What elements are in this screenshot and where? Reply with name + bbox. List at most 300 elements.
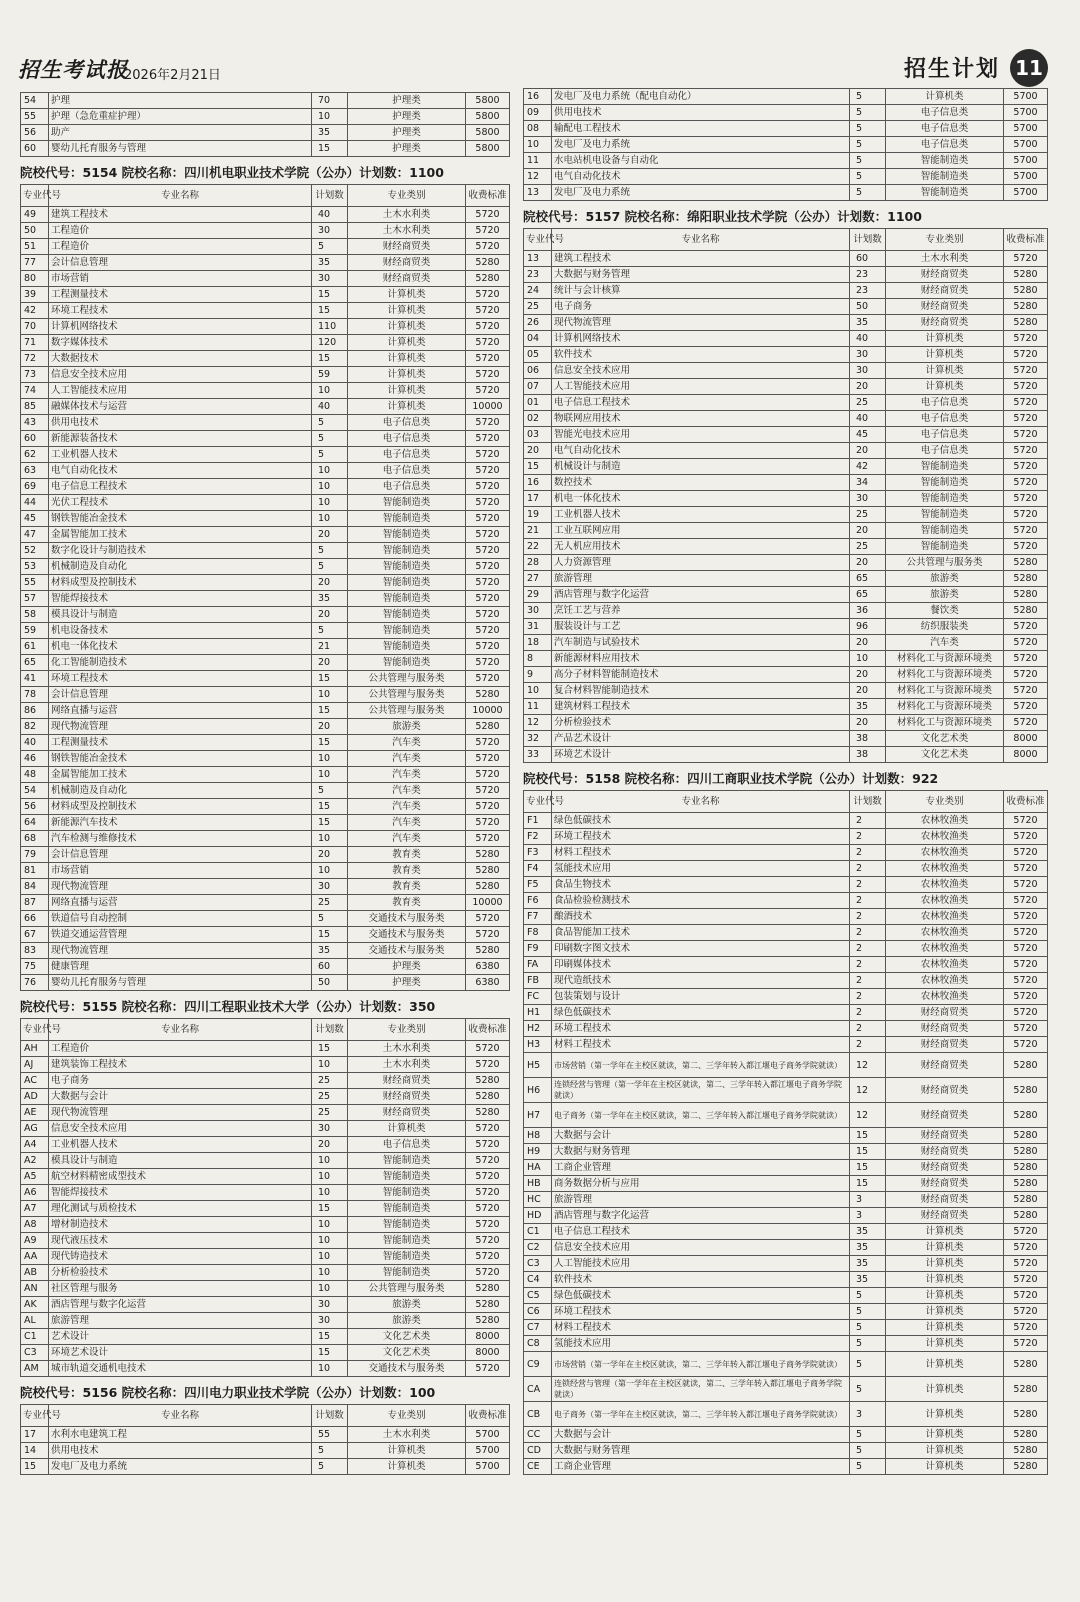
major-name: 高分子材料智能制造技术 (552, 667, 850, 683)
plan-count: 34 (850, 475, 886, 491)
major-code: C1 (524, 1224, 552, 1240)
table-row (21, 351, 510, 367)
major-category: 智能制造类 (348, 511, 466, 527)
table-row (524, 1208, 1048, 1224)
table-header-row (524, 229, 1048, 251)
tuition-fee: 5720 (466, 1153, 510, 1169)
table-row (21, 751, 510, 767)
major-category: 财经商贸类 (348, 255, 466, 271)
plan-count: 2 (850, 845, 886, 861)
major-category: 电子信息类 (886, 443, 1004, 459)
plan-count: 5 (850, 185, 886, 201)
tuition-fee: 5280 (1004, 1103, 1048, 1128)
major-code: 60 (21, 431, 49, 447)
plan-count: 35 (850, 699, 886, 715)
major-code: FB (524, 973, 552, 989)
table-row (21, 943, 510, 959)
major-category: 农林牧渔类 (886, 941, 1004, 957)
table-row (524, 299, 1048, 315)
plan-count: 55 (312, 1427, 348, 1443)
table-row (524, 89, 1048, 105)
plan-count: 65 (850, 587, 886, 603)
plan-count: 10 (312, 767, 348, 783)
tuition-fee: 5720 (466, 671, 510, 687)
table-row (21, 255, 510, 271)
major-name: 汽车制造与试验技术 (552, 635, 850, 651)
header-name: 专业名称 (49, 185, 312, 207)
major-name: 金属智能加工技术 (49, 527, 312, 543)
major-name: 社区管理与服务 (49, 1281, 312, 1297)
table-row (21, 591, 510, 607)
major-category: 智能制造类 (348, 575, 466, 591)
major-category: 智能制造类 (886, 185, 1004, 201)
major-name: 网络直播与运营 (49, 895, 312, 911)
tuition-fee: 5720 (466, 495, 510, 511)
major-code: C2 (524, 1240, 552, 1256)
institution-title-5158: 院校代号：5158 院校名称：四川工商职业技术学院（公办）计划数：922 (523, 771, 939, 786)
plan-count: 35 (850, 1256, 886, 1272)
tuition-fee: 5720 (466, 367, 510, 383)
header-category: 专业类别 (348, 1405, 466, 1427)
table-row (21, 399, 510, 415)
major-name: 烹饪工艺与营养 (552, 603, 850, 619)
plan-count: 60 (850, 251, 886, 267)
major-category: 智能制造类 (886, 523, 1004, 539)
plan-count: 2 (850, 941, 886, 957)
major-code: 54 (21, 783, 49, 799)
table-row (21, 1329, 510, 1345)
table-row (21, 1089, 510, 1105)
major-code: A7 (21, 1201, 49, 1217)
tuition-fee: 5720 (1004, 829, 1048, 845)
major-code: 9 (524, 667, 552, 683)
major-name: 无人机应用技术 (552, 539, 850, 555)
tuition-fee: 5720 (466, 815, 510, 831)
major-name: 连锁经营与管理（第一学年在主校区就读，第二、三学年转入都江堰电子商务学院就读） (552, 1377, 850, 1402)
tuition-fee: 5280 (1004, 1144, 1048, 1160)
plan-count: 20 (312, 719, 348, 735)
major-code: 73 (21, 367, 49, 383)
table-row (21, 655, 510, 671)
major-name: 人工智能技术应用 (49, 383, 312, 399)
major-code: A8 (21, 1217, 49, 1233)
tuition-fee: 5280 (466, 1105, 510, 1121)
tuition-fee: 6380 (466, 975, 510, 991)
major-code: 55 (21, 109, 49, 125)
plan-count: 5 (312, 623, 348, 639)
major-category: 材料化工与资源环境类 (886, 651, 1004, 667)
tuition-fee: 5720 (466, 591, 510, 607)
major-code: 19 (524, 507, 552, 523)
major-category: 财经商贸类 (886, 1053, 1004, 1078)
major-category: 护理类 (348, 125, 466, 141)
major-name: 氢能技术应用 (552, 1336, 850, 1352)
table-row (524, 1128, 1048, 1144)
major-code: 87 (21, 895, 49, 911)
plan-count: 10 (312, 1233, 348, 1249)
major-category: 计算机类 (886, 1272, 1004, 1288)
plan-count: 10 (312, 383, 348, 399)
major-name: 现代造纸技术 (552, 973, 850, 989)
plan-count: 30 (312, 1297, 348, 1313)
major-name: 大数据与会计 (552, 1427, 850, 1443)
major-category: 计算机类 (348, 399, 466, 415)
plan-count: 15 (312, 1345, 348, 1361)
plan-count: 5 (850, 137, 886, 153)
major-name: 分析检验技术 (49, 1265, 312, 1281)
major-category: 财经商贸类 (886, 1208, 1004, 1224)
major-code: 44 (21, 495, 49, 511)
major-category: 财经商贸类 (348, 1073, 466, 1089)
major-name: 会计信息管理 (49, 687, 312, 703)
major-code: 10 (524, 683, 552, 699)
major-category: 智能制造类 (886, 169, 1004, 185)
tuition-fee: 5720 (466, 1217, 510, 1233)
major-name: 印刷媒体技术 (552, 957, 850, 973)
tuition-fee: 5720 (1004, 715, 1048, 731)
major-category: 农林牧渔类 (886, 989, 1004, 1005)
major-category: 农林牧渔类 (886, 861, 1004, 877)
tuition-fee: 5280 (1004, 1352, 1048, 1377)
major-name: 电子商务 (552, 299, 850, 315)
major-category: 计算机类 (886, 1224, 1004, 1240)
tuition-fee: 5720 (466, 911, 510, 927)
table-row (21, 1361, 510, 1377)
table-row (21, 1105, 510, 1121)
major-category: 电子信息类 (348, 431, 466, 447)
table-row (21, 703, 510, 719)
table-row (524, 185, 1048, 201)
major-name: 现代铸造技术 (49, 1249, 312, 1265)
plan-count: 15 (312, 287, 348, 303)
major-code: AG (21, 1121, 49, 1137)
table-row (524, 1192, 1048, 1208)
major-code: 13 (524, 251, 552, 267)
major-category: 土木水利类 (348, 207, 466, 223)
plan-count: 15 (312, 1201, 348, 1217)
plan-count: 20 (850, 555, 886, 571)
table-row (21, 975, 510, 991)
table-row (21, 927, 510, 943)
major-category: 智能制造类 (348, 527, 466, 543)
table-row (524, 667, 1048, 683)
major-name: 大数据与会计 (49, 1089, 312, 1105)
major-code: 28 (524, 555, 552, 571)
table-row (21, 511, 510, 527)
major-code: F3 (524, 845, 552, 861)
table-row (524, 845, 1048, 861)
table-row (524, 587, 1048, 603)
tuition-fee: 10000 (466, 703, 510, 719)
major-category: 旅游类 (886, 587, 1004, 603)
major-name: 数字媒体技术 (49, 335, 312, 351)
page-number-badge: 11 (1010, 49, 1048, 87)
major-code: 09 (524, 105, 552, 121)
tuition-fee: 5720 (466, 383, 510, 399)
major-code: AN (21, 1281, 49, 1297)
major-code: 60 (21, 141, 49, 157)
major-category: 文化艺术类 (348, 1329, 466, 1345)
major-name: 连锁经营与管理（第一学年在主校区就读，第二、三学年转入都江堰电子商务学院就读） (552, 1078, 850, 1103)
tuition-fee: 5720 (466, 1137, 510, 1153)
tuition-fee: 5720 (466, 543, 510, 559)
plan-count: 2 (850, 829, 886, 845)
header-plan: 计划数 (312, 185, 348, 207)
tuition-fee: 5720 (1004, 973, 1048, 989)
plan-count: 5 (312, 911, 348, 927)
plan-count: 59 (312, 367, 348, 383)
table-row (524, 683, 1048, 699)
major-code: 06 (524, 363, 552, 379)
major-category: 计算机类 (886, 1427, 1004, 1443)
plan-count: 2 (850, 973, 886, 989)
major-name: 食品智能加工技术 (552, 925, 850, 941)
major-name: 供用电技术 (49, 1443, 312, 1459)
major-name: 绿色低碳技术 (552, 813, 850, 829)
major-code: 64 (21, 815, 49, 831)
major-name: 软件技术 (552, 347, 850, 363)
major-name: 智能光电技术应用 (552, 427, 850, 443)
major-code: AK (21, 1297, 49, 1313)
plan-count: 30 (850, 363, 886, 379)
major-name: 机械制造及自动化 (49, 783, 312, 799)
major-name: 环境艺术设计 (552, 747, 850, 763)
major-code: 43 (21, 415, 49, 431)
table-row (524, 331, 1048, 347)
major-name: 工程造价 (49, 223, 312, 239)
major-name: 产品艺术设计 (552, 731, 850, 747)
plan-count: 25 (850, 395, 886, 411)
major-category: 计算机类 (348, 383, 466, 399)
major-name: 人力资源管理 (552, 555, 850, 571)
major-name: 绿色低碳技术 (552, 1005, 850, 1021)
major-name: 会计信息管理 (49, 255, 312, 271)
table-row (21, 1265, 510, 1281)
table-row (21, 1041, 510, 1057)
tuition-fee: 5720 (1004, 1288, 1048, 1304)
major-category: 计算机类 (886, 1240, 1004, 1256)
table-row (524, 267, 1048, 283)
major-name: 发电厂及电力系统 (49, 1459, 312, 1475)
major-category: 智能制造类 (348, 1249, 466, 1265)
plan-count: 15 (850, 1160, 886, 1176)
tuition-fee: 5720 (1004, 635, 1048, 651)
tuition-fee: 5720 (1004, 957, 1048, 973)
major-code: 14 (21, 1443, 49, 1459)
table-row (524, 619, 1048, 635)
header-name: 专业名称 (49, 1405, 312, 1427)
major-code: 15 (21, 1459, 49, 1475)
major-code: C1 (21, 1329, 49, 1345)
major-name: 建筑工程技术 (49, 207, 312, 223)
major-code: 75 (21, 959, 49, 975)
plan-count: 10 (312, 1057, 348, 1073)
major-category: 财经商贸类 (348, 1089, 466, 1105)
plan-count: 35 (312, 943, 348, 959)
major-code: 12 (524, 169, 552, 185)
tuition-fee: 5720 (1004, 1272, 1048, 1288)
major-category: 智能制造类 (348, 1201, 466, 1217)
major-category: 智能制造类 (348, 543, 466, 559)
major-name: 水利水电建筑工程 (49, 1427, 312, 1443)
major-category: 文化艺术类 (886, 747, 1004, 763)
tuition-fee: 5720 (1004, 877, 1048, 893)
tuition-fee: 5720 (466, 1057, 510, 1073)
major-name: 护理（急危重症护理） (49, 109, 312, 125)
table-row (21, 1443, 510, 1459)
tuition-fee: 5720 (1004, 411, 1048, 427)
major-name: 现代物流管理 (49, 719, 312, 735)
major-category: 纺织服装类 (886, 619, 1004, 635)
major-category: 汽车类 (348, 767, 466, 783)
major-category: 智能制造类 (348, 1153, 466, 1169)
plan-count: 5 (850, 121, 886, 137)
table-row (21, 109, 510, 125)
plan-count: 10 (312, 687, 348, 703)
plan-count: 110 (312, 319, 348, 335)
tuition-fee: 5720 (1004, 1336, 1048, 1352)
major-code: 8 (524, 651, 552, 667)
tuition-fee: 5280 (1004, 1427, 1048, 1443)
major-code: FC (524, 989, 552, 1005)
major-name: 工商企业管理 (552, 1459, 850, 1475)
major-name: 包装策划与设计 (552, 989, 850, 1005)
major-category: 计算机类 (886, 1377, 1004, 1402)
major-name: 钢铁智能冶金技术 (49, 511, 312, 527)
tuition-fee: 5720 (1004, 845, 1048, 861)
major-name: 食品检验检测技术 (552, 893, 850, 909)
major-code: A2 (21, 1153, 49, 1169)
tuition-fee: 5280 (466, 847, 510, 863)
major-name: 机电设备技术 (49, 623, 312, 639)
plan-count: 5 (850, 89, 886, 105)
institution-title-5154: 院校代号：5154 院校名称：四川机电职业技术学院（公办）计划数：1100 (20, 165, 444, 180)
major-name: 工程造价 (49, 239, 312, 255)
major-code: 49 (21, 207, 49, 223)
major-code: 77 (21, 255, 49, 271)
plan-count: 10 (312, 1169, 348, 1185)
table-row (524, 443, 1048, 459)
major-code: 65 (21, 655, 49, 671)
major-code: 17 (524, 491, 552, 507)
major-category: 计算机类 (348, 319, 466, 335)
major-name: 材料工程技术 (552, 1320, 850, 1336)
table-row (21, 125, 510, 141)
header-category: 专业类别 (348, 185, 466, 207)
major-name: 输配电工程技术 (552, 121, 850, 137)
major-name: 酒店管理与数字化运营 (552, 587, 850, 603)
major-code: 17 (21, 1427, 49, 1443)
tuition-fee: 5720 (1004, 459, 1048, 475)
major-category: 财经商贸类 (886, 1103, 1004, 1128)
table-row (524, 105, 1048, 121)
table-row (21, 303, 510, 319)
major-name: 印刷数字图文技术 (552, 941, 850, 957)
major-code: AB (21, 1265, 49, 1281)
major-category: 计算机类 (886, 1443, 1004, 1459)
major-category: 护理类 (348, 959, 466, 975)
major-name: 模具设计与制造 (49, 1153, 312, 1169)
major-name: 软件技术 (552, 1272, 850, 1288)
plan-count: 2 (850, 813, 886, 829)
major-category: 教育类 (348, 863, 466, 879)
table-row (21, 959, 510, 975)
table-row (21, 1217, 510, 1233)
plan-count: 10 (312, 1265, 348, 1281)
major-code: AL (21, 1313, 49, 1329)
major-code: C8 (524, 1336, 552, 1352)
plan-count: 23 (850, 283, 886, 299)
table-row (524, 137, 1048, 153)
table-row (524, 1272, 1048, 1288)
table-row (21, 495, 510, 511)
tuition-fee: 5720 (466, 735, 510, 751)
table-row (524, 1078, 1048, 1103)
header-fee: 收费标准 (466, 1019, 510, 1041)
major-category: 计算机类 (348, 335, 466, 351)
plan-count: 15 (312, 799, 348, 815)
major-code: 86 (21, 703, 49, 719)
major-category: 智能制造类 (348, 607, 466, 623)
tuition-fee: 5280 (1004, 1078, 1048, 1103)
table-row (21, 287, 510, 303)
tuition-fee: 10000 (466, 895, 510, 911)
major-code: 74 (21, 383, 49, 399)
major-name: 电子信息工程技术 (49, 479, 312, 495)
plan-count: 36 (850, 603, 886, 619)
table-row (524, 1352, 1048, 1377)
tuition-fee: 8000 (466, 1345, 510, 1361)
tuition-fee: 5720 (1004, 651, 1048, 667)
plan-count: 15 (850, 1176, 886, 1192)
major-code: 76 (21, 975, 49, 991)
tuition-fee: 5700 (466, 1443, 510, 1459)
tuition-fee: 5720 (1004, 1005, 1048, 1021)
major-category: 财经商贸类 (886, 1192, 1004, 1208)
major-category: 农林牧渔类 (886, 829, 1004, 845)
major-category: 财经商贸类 (886, 1005, 1004, 1021)
table-row (21, 463, 510, 479)
table-row (21, 767, 510, 783)
major-name: 食品生物技术 (552, 877, 850, 893)
major-code: 16 (524, 89, 552, 105)
major-code: H1 (524, 1005, 552, 1021)
major-code: C3 (524, 1256, 552, 1272)
table-5156 (20, 1404, 510, 1475)
major-name: 艺术设计 (49, 1329, 312, 1345)
table-header-row (21, 1405, 510, 1427)
major-code: 45 (21, 511, 49, 527)
plan-count: 30 (850, 491, 886, 507)
plan-count: 5 (850, 153, 886, 169)
plan-count: 15 (312, 1329, 348, 1345)
tuition-fee: 8000 (1004, 731, 1048, 747)
major-category: 电子信息类 (348, 463, 466, 479)
table-row (524, 829, 1048, 845)
major-name: 酒店管理与数字化运营 (552, 1208, 850, 1224)
major-name: 现代物流管理 (49, 943, 312, 959)
plan-count: 10 (312, 863, 348, 879)
plan-count: 5 (850, 105, 886, 121)
tuition-fee: 5720 (466, 607, 510, 623)
major-category: 餐饮类 (886, 603, 1004, 619)
table-row (524, 989, 1048, 1005)
major-category: 智能制造类 (348, 1169, 466, 1185)
table-row (21, 319, 510, 335)
plan-count: 5 (850, 169, 886, 185)
table-row (524, 747, 1048, 763)
major-code: 62 (21, 447, 49, 463)
